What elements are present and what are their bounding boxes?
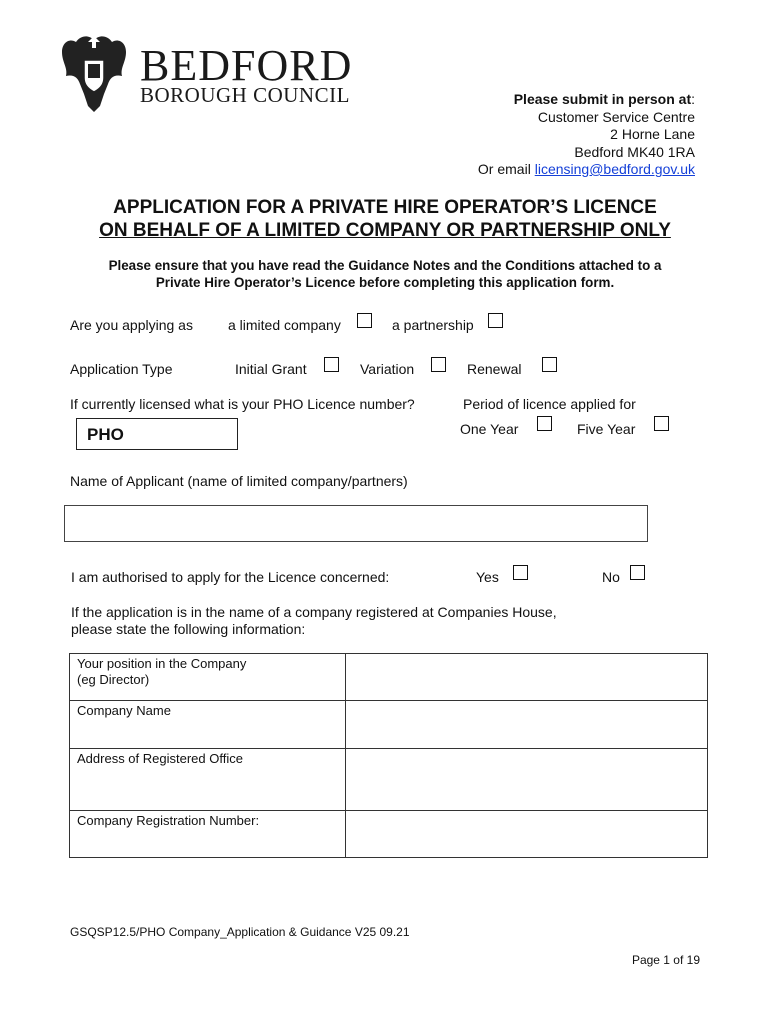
registration-number-label: Company Registration Number: — [77, 813, 260, 828]
registration-number-value-cell[interactable] — [346, 811, 708, 858]
position-label-cell — [70, 654, 346, 701]
position-label-hint: (eg Director) — [77, 672, 150, 687]
address-line: Bedford MK40 1RA — [574, 143, 695, 160]
council-logo — [58, 32, 358, 114]
five-year-checkbox[interactable] — [654, 416, 669, 431]
registered-office-label-cell — [70, 749, 346, 811]
authorised-label: I am authorised to apply for the Licence concerned: — [71, 569, 390, 585]
address-line: Customer Service Centre — [537, 108, 695, 125]
licence-number-prefix: PHO — [87, 425, 124, 444]
applying-as-company-checkbox[interactable] — [357, 313, 372, 328]
application-type-label: Application Type — [70, 361, 173, 377]
council-logo-subtitle: BOROUGH COUNCIL — [140, 83, 350, 107]
authorised-no-checkbox[interactable] — [630, 565, 645, 580]
company-info-table — [69, 653, 708, 858]
authorised-yes-label: Yes — [476, 569, 499, 585]
licence-number-field[interactable] — [76, 418, 238, 450]
applying-as-company-label: a limited company — [228, 317, 341, 333]
guidance-note-line2: Private Hire Operator’s Licence before completing this application form. — [155, 275, 615, 290]
renewal-label: Renewal — [467, 361, 522, 377]
guidance-note-line1: Please ensure that you have read the Guidance Notes and the Conditions attached to a — [108, 258, 662, 273]
form-title-line2: ON BEHALF OF A LIMITED COMPANY OR PARTNERSHIP ONLY — [99, 220, 671, 241]
licence-number-label: If currently licensed what is your PHO Licence number? — [70, 396, 415, 412]
coat-of-arms-icon — [58, 32, 130, 112]
table-row — [70, 701, 708, 749]
initial-grant-label: Initial Grant — [235, 361, 307, 377]
period-label: Period of licence applied for — [463, 396, 636, 412]
company-name-label: Company Name — [77, 703, 171, 718]
applicant-name-field[interactable] — [64, 505, 648, 542]
registration-number-label-cell — [70, 811, 346, 858]
applicant-name-label: Name of Applicant (name of limited company/partners) — [70, 473, 408, 489]
company-name-value-cell[interactable] — [346, 701, 708, 749]
submit-label: Please submit in person at — [513, 91, 692, 107]
submission-address: Please submit in person at: Customer Service Centre 2 Horne Lane Bedford MK40 1RA Or email licensing@bedford.gov.uk — [477, 91, 695, 177]
position-label: Your position in the Company — [77, 656, 247, 671]
table-row — [70, 811, 708, 858]
variation-label: Variation — [360, 361, 415, 377]
company-name-label-cell — [70, 701, 346, 749]
table-row — [70, 749, 708, 811]
companies-house-line2: please state the following information: — [71, 621, 306, 637]
form-title-line1: APPLICATION FOR A PRIVATE HIRE OPERATOR’S LICENCE — [113, 197, 657, 218]
companies-house-line1: If the application is in the name of a company registered at Companies House, — [71, 604, 557, 620]
page-number: Page 1 of 19 — [631, 953, 700, 967]
authorised-yes-checkbox[interactable] — [513, 565, 528, 580]
registered-office-value-cell[interactable] — [346, 749, 708, 811]
registered-office-label: Address of Registered Office — [77, 751, 243, 766]
initial-grant-checkbox[interactable] — [324, 357, 339, 372]
email-link[interactable]: licensing@bedford.gov.uk — [534, 161, 695, 177]
one-year-label: One Year — [460, 421, 519, 437]
variation-checkbox[interactable] — [431, 357, 446, 372]
position-value-cell[interactable] — [346, 654, 708, 701]
table-row — [70, 654, 708, 701]
council-logo-title: BEDFORD — [140, 41, 353, 90]
address-line: 2 Horne Lane — [610, 126, 695, 142]
one-year-checkbox[interactable] — [537, 416, 552, 431]
email-prefix: Or email — [477, 161, 535, 177]
five-year-label: Five Year — [577, 421, 636, 437]
applying-as-partnership-label: a partnership — [392, 317, 474, 333]
applying-as-partnership-checkbox[interactable] — [488, 313, 503, 328]
document-reference: GSQSP12.5/PHO Company_Application & Guidance V25 09.21 — [70, 925, 410, 939]
applying-as-label: Are you applying as — [70, 317, 193, 333]
authorised-no-label: No — [602, 569, 620, 585]
renewal-checkbox[interactable] — [542, 357, 557, 372]
